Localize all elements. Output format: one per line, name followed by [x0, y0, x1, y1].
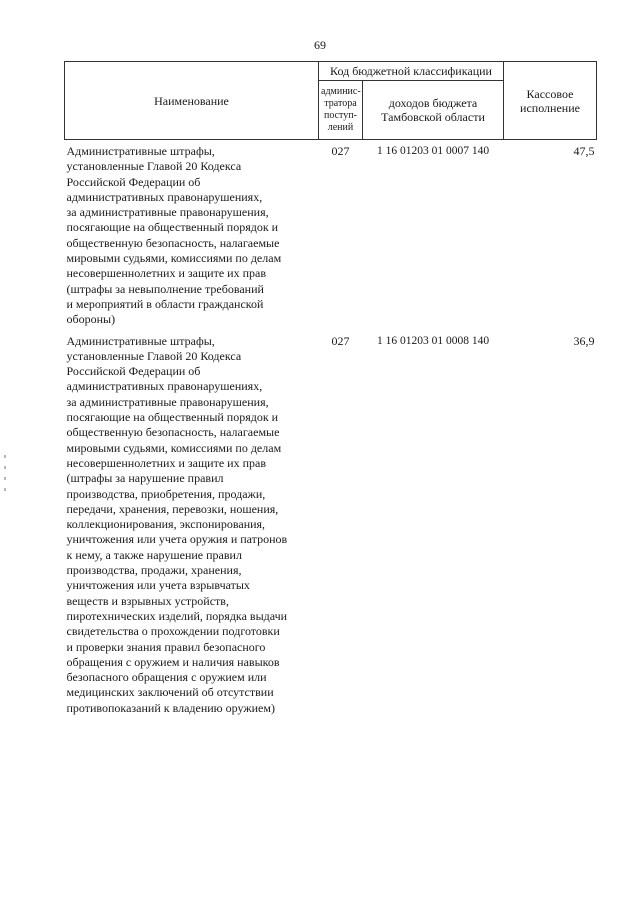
header-income-text: доходов бюджета Тамбовской области: [381, 96, 485, 124]
budget-classification-table: [64, 61, 597, 716]
row-cash-value: 47,5: [573, 144, 595, 158]
header-name: Наименование: [65, 62, 319, 140]
header-income: [363, 81, 504, 140]
header-code-group: Код бюджетной классификации: [319, 62, 504, 81]
header-admin-text: админис- тратора поступ- лений: [321, 86, 361, 133]
page-number: 69: [314, 38, 326, 52]
table-row: [65, 334, 597, 716]
row-income-code: 1 16 01203 01 0008 140: [376, 334, 490, 347]
row-admin-code: 027: [331, 333, 350, 348]
table-row: [65, 144, 597, 328]
header-admin: [319, 81, 363, 140]
row-admin-code: 027: [331, 144, 350, 158]
row-name: Административные штрафы, установленные Главой 20 Кодекса Российской Федерации об административных правонарушениях, за административные правонарушения, посягающие на общественный порядок и общественную безопасность, налагаемые мировыми судьями, комиссиями по делам несовершеннолетних и защите их прав (штрафы за невыполнение требований и мероприятий в области гражданской обороны): [66, 144, 282, 327]
row-cash-value: 36,9: [573, 333, 595, 348]
header-cash: [504, 62, 597, 140]
row-name: Административные штрафы, установленные Главой 20 Кодекса Российской Федерации об административных правонарушениях, за административные правонарушения, посягающие на общественный порядок и общественную безопасность, налагаемые мировыми судьями, комиссиями по делам несовершеннолетних и защите их прав (штрафы за нарушение правил производства, приобретения, продажи, передачи, хранения, перевозки, ношения, коллекционирования, экспонирования, уничтожения или учета оружия и патронов к нему, а также нарушение правил производства, продажи, хранения, уничтожения или учета взрывчатых веществ и взрывных устройств, пиротехнических изделий, порядка выдачи свидетельства о прохождении подготовки и проверки знания правил безопасного обращения с оружием и наличия навыков безопасного обращения с оружием или медицинских заключений об отсутствии противопоказаний к владению оружием): [66, 333, 288, 715]
row-income-code: 1 16 01203 01 0007 140: [376, 145, 490, 157]
header-cash-text: Кассовое исполнение: [520, 86, 580, 115]
scan-margin-mark: [4, 455, 6, 491]
